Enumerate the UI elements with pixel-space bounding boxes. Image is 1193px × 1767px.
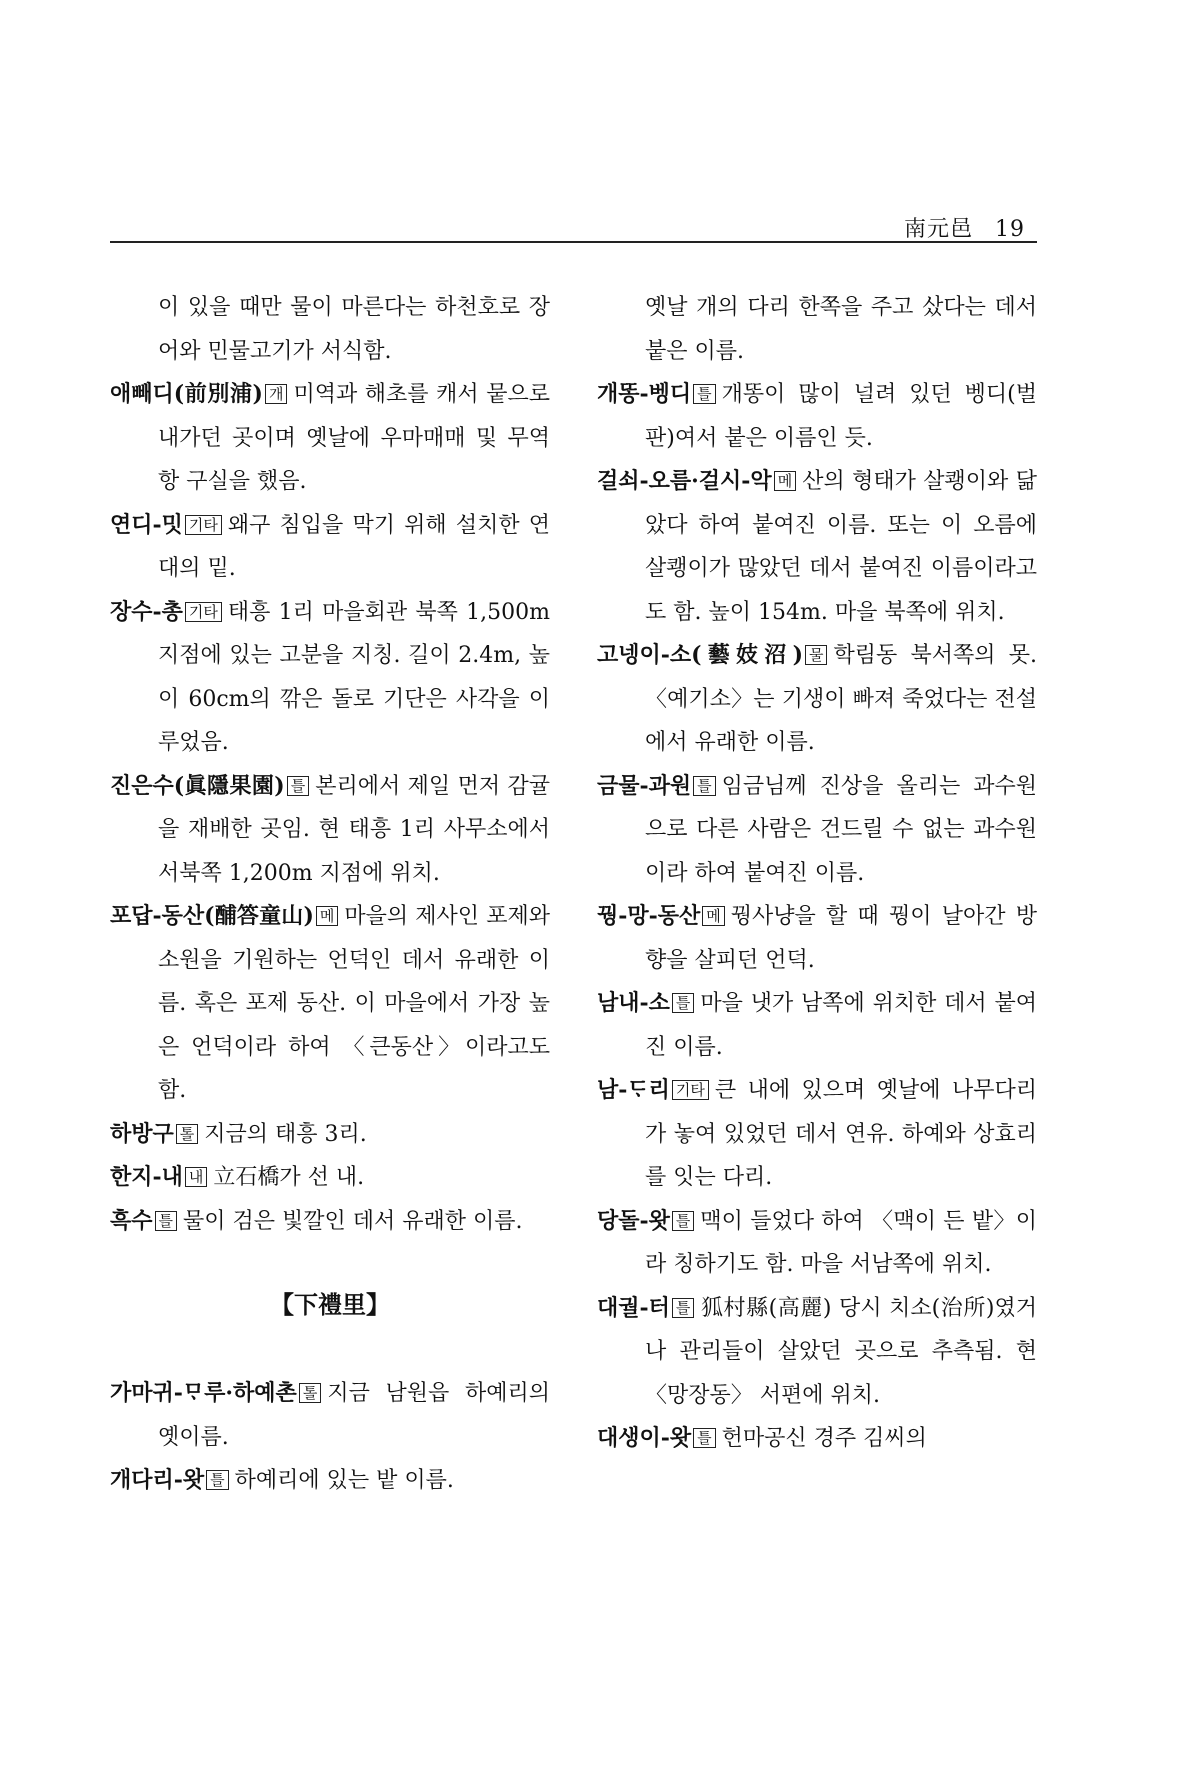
entry-headword: 장수-총 bbox=[110, 598, 183, 625]
entry-body: 맥이 들었다 하여 〈맥이 든 밭〉이라 칭하기도 함. 마을 서남쪽에 위치. bbox=[645, 1208, 1037, 1277]
entry-headword: 고넹이-소(藝妓沼) bbox=[597, 642, 803, 668]
entry bbox=[110, 1113, 550, 1157]
left-column bbox=[110, 286, 550, 1503]
header-rule bbox=[110, 241, 1037, 243]
entry bbox=[110, 1459, 550, 1503]
section-title: 【下禮里】 bbox=[270, 1290, 390, 1319]
entry bbox=[597, 286, 1037, 373]
entry-body: 立石橋가 선 내. bbox=[213, 1165, 365, 1190]
entry bbox=[597, 373, 1037, 460]
entry-body: 임금님께 진상을 올리는 과수원으로 다른 사람은 건드릴 수 없는 과수원이라 하여 붙여진 이름. bbox=[645, 773, 1037, 886]
entry-body: 학림동 북서쪽의 못. 〈예기소〉는 기생이 빠져 죽었다는 전설에서 유래한 이름. bbox=[645, 643, 1037, 755]
category-badge: 틀 bbox=[206, 1470, 229, 1490]
entry-body: 옛날 개의 다리 한쪽을 주고 샀다는 데서 붙은 이름. bbox=[645, 295, 1037, 364]
entry bbox=[597, 460, 1037, 634]
entry bbox=[597, 1287, 1037, 1418]
entry-body: 물이 검은 빛깔인 데서 유래한 이름. bbox=[183, 1208, 523, 1234]
right-column bbox=[597, 286, 1037, 1461]
entry-headword: 진은수(眞隱果園) bbox=[110, 772, 285, 799]
entry-headword: 연디-밋 bbox=[110, 511, 183, 538]
entry-headword: 가마귀-ᄆᆞ루·하예촌 bbox=[110, 1380, 297, 1406]
category-badge: 틀 bbox=[672, 1211, 695, 1231]
category-badge: 메 bbox=[702, 906, 725, 926]
entry bbox=[597, 1200, 1037, 1287]
entry-body: 큰 내에 있으며 옛날에 나무다리가 놓여 있었던 데서 연유. 하예와 상효리를 잇는 다리. bbox=[645, 1078, 1037, 1190]
entry-headword: 흑수 bbox=[110, 1207, 153, 1234]
page-number: 19 bbox=[995, 217, 1025, 242]
entry-body: 꿩사냥을 할 때 꿩이 날아간 방향을 살피던 언덕. bbox=[645, 904, 1037, 973]
entry-headword: 걸쇠-오름·걸시-악 bbox=[597, 468, 772, 494]
category-badge: 기타 bbox=[185, 515, 222, 535]
entry-headword: 금물-과원 bbox=[597, 772, 692, 799]
entry-headword: 당돌-왓 bbox=[597, 1207, 670, 1234]
entry bbox=[110, 591, 550, 765]
entry-body: 미역과 해초를 캐서 뭍으로 내가던 곳이며 옛날에 우마매매 및 무역항 구실을 했음. bbox=[158, 382, 550, 494]
entry-body: 태흥 1리 마을회관 북쪽 1,500m 지점에 있는 고분을 지칭. 길이 2.4m, 높이 60cm의 깎은 돌로 기단은 사각을 이루었음. bbox=[158, 599, 550, 755]
entry-headword: 한지-내 bbox=[110, 1164, 183, 1190]
entry-headword: 대생이-왓 bbox=[597, 1425, 692, 1451]
entry-body: 헌마공신 경주 김씨의 bbox=[721, 1426, 927, 1451]
category-badge: 틀 bbox=[287, 776, 310, 796]
category-badge: 개 bbox=[265, 384, 288, 404]
category-badge: 틀 bbox=[693, 384, 716, 404]
category-badge: 기타 bbox=[185, 602, 222, 622]
entry-body: 지금의 태흥 3리. bbox=[204, 1121, 367, 1147]
entry-headword: 하방구 bbox=[110, 1120, 174, 1147]
entry bbox=[110, 765, 550, 896]
entry-body: 지금 남원읍 하예리의 옛이름. bbox=[158, 1381, 550, 1450]
entry bbox=[110, 286, 550, 373]
entry bbox=[110, 1372, 550, 1459]
entry bbox=[110, 1200, 550, 1244]
category-badge: 메 bbox=[774, 471, 797, 491]
entry-body: 개똥이 많이 널려 있던 벵디(벌판)여서 붙은 이름인 듯. bbox=[645, 382, 1037, 451]
entry bbox=[110, 504, 550, 591]
running-head bbox=[904, 212, 1025, 243]
category-badge: 물 bbox=[805, 645, 828, 665]
entry bbox=[597, 634, 1037, 765]
entry bbox=[597, 1069, 1037, 1200]
entry-headword: 대궐-터 bbox=[597, 1294, 670, 1321]
entry bbox=[597, 765, 1037, 896]
entry-body: 이 있을 때만 물이 마른다는 하천호로 장어와 민물고기가 서식함. bbox=[158, 295, 550, 364]
entry-headword: 남-ᄃᆞ리 bbox=[597, 1077, 670, 1103]
category-badge: 틀 bbox=[672, 1298, 695, 1318]
category-badge: 틀 bbox=[693, 776, 716, 796]
category-badge: 기타 bbox=[672, 1080, 709, 1100]
entry-body: 산의 형태가 살쾡이와 닮았다 하여 붙여진 이름. 또는 이 오름에 살쾡이가 많았던 데서 붙여진 이름이라고도 함. 높이 154m. 마을 북쪽에 위치. bbox=[645, 469, 1037, 625]
category-badge: 톨 bbox=[299, 1383, 322, 1403]
category-badge: 틀 bbox=[672, 993, 695, 1013]
entry bbox=[597, 982, 1037, 1069]
entry-body: 본리에서 제일 먼저 감귤을 재배한 곳임. 현 태흥 1리 사무소에서 서북쪽 1,200m 지점에 위치. bbox=[158, 773, 550, 886]
category-badge: 내 bbox=[185, 1167, 208, 1187]
category-badge: 틀 bbox=[693, 1428, 716, 1448]
entry-body: 狐村縣(高麗) 당시 치소(治所)였거나 관리들이 살았던 곳으로 추측됨. 현 〈망장동〉 서편에 위치. bbox=[645, 1295, 1037, 1408]
entry bbox=[597, 895, 1037, 982]
entry-body: 마을 냇가 남쪽에 위치한 데서 붙여진 이름. bbox=[645, 991, 1037, 1060]
entry-headword: 개똥-벵디 bbox=[597, 381, 692, 407]
section-name: 南元邑 bbox=[903, 217, 973, 242]
entry bbox=[110, 1156, 550, 1200]
entry-headword: 포답-동산(酺答童山) bbox=[110, 903, 314, 929]
entry-body: 하예리에 있는 밭 이름. bbox=[234, 1468, 454, 1493]
entry-headword: 남내-소 bbox=[597, 990, 670, 1016]
category-badge: 톨 bbox=[176, 1124, 199, 1144]
entry-headword: 꿩-망-동산 bbox=[597, 903, 701, 929]
category-badge: 메 bbox=[316, 906, 339, 926]
entry bbox=[110, 895, 550, 1113]
entry-body: 왜구 침입을 막기 위해 설치한 연대의 밑. bbox=[158, 512, 550, 581]
entry bbox=[110, 373, 550, 504]
entry-headword: 애빼디(前別浦) bbox=[110, 381, 263, 407]
category-badge: 틀 bbox=[155, 1211, 178, 1231]
entry-headword: 개다리-왓 bbox=[110, 1467, 205, 1493]
entry bbox=[597, 1417, 1037, 1461]
entry-body: 마을의 제사인 포제와 소원을 기원하는 언덕인 데서 유래한 이름. 혹은 포제 동산. 이 마을에서 가장 높은 언덕이라 하여 〈큰동산〉이라고도 함. bbox=[158, 904, 550, 1103]
